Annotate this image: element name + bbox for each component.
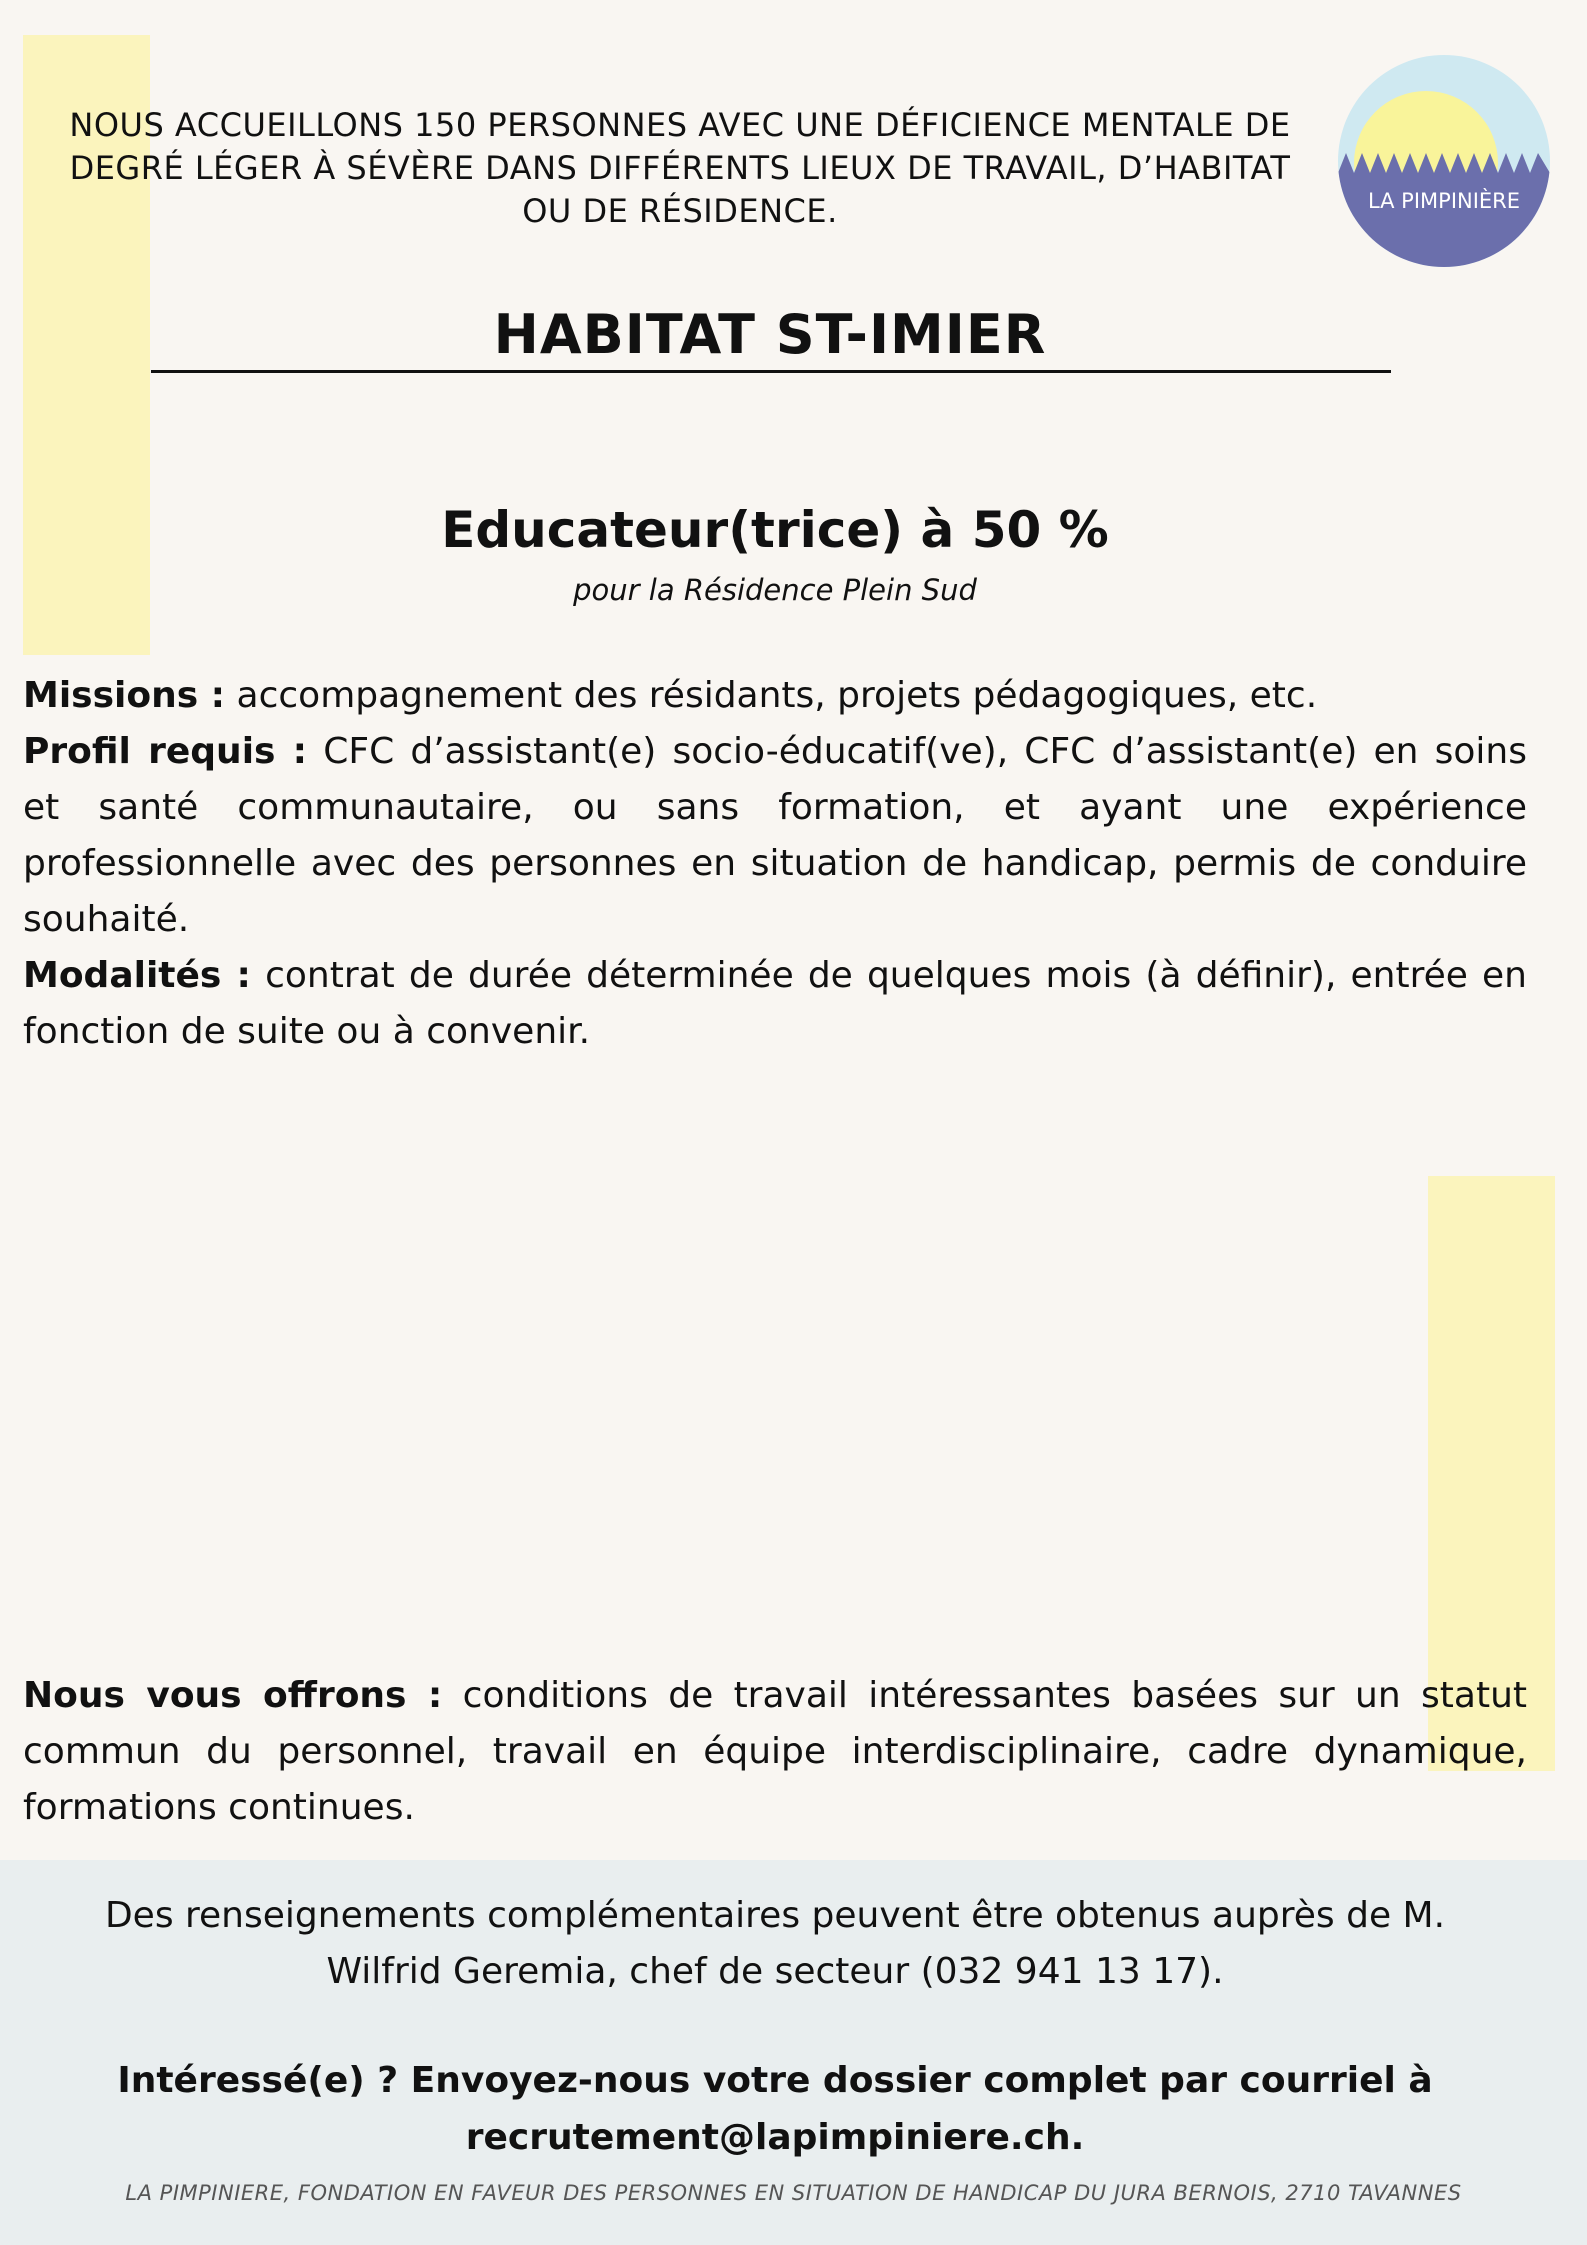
offer-text: conditions de travail intéressantes basées sur un statut commun du personnel, travail en équipe interdisciplinaire, cadre dynamique, formations continues. (23, 1675, 1528, 1828)
offer-paragraph (23, 1668, 1527, 1836)
job-subtitle: pour la Résidence Plein Sud (573, 573, 977, 607)
section-title: HABITAT ST-IMIER (493, 303, 1047, 366)
missions-paragraph (23, 668, 1527, 724)
application-call (60, 2052, 1490, 2166)
terms-label: Modalités : (23, 955, 251, 996)
missions-label: Missions : (23, 675, 226, 716)
contact-line-1: Des renseignements complémentaires peuvent être obtenus auprès de M. (104, 1895, 1446, 1936)
contact-info (60, 1888, 1490, 2000)
terms-paragraph (23, 948, 1527, 1060)
title-underline (151, 370, 1391, 373)
offer-label: Nous vous offrons : (23, 1675, 443, 1716)
profile-paragraph (23, 724, 1527, 948)
profile-label: Profil requis : (23, 731, 308, 772)
pimpiniere-logo (1338, 55, 1550, 267)
intro-statement: NOUS ACCUEILLONS 150 PERSONNES AVEC UNE DÉFICIENCE MENTALE DE DEGRÉ LÉGER À SÉVÈRE DANS DIFFÉRENTS LIEUX DE TRAVAIL, D’HABITAT OU DE RÉSIDENCE. (69, 106, 1291, 230)
missions-text: accompagnement des résidants, projets pédagogiques, etc. (225, 675, 1318, 716)
offer-section (23, 1668, 1527, 1836)
job-title: Educateur(trice) à 50 % (441, 501, 1109, 559)
job-details (23, 668, 1527, 1060)
apply-email[interactable]: recrutement@lapimpiniere.ch. (465, 2117, 1085, 2158)
terms-text: contrat de durée déterminée de quelques mois (à définir), entrée en fonction de suite ou à convenir. (23, 955, 1527, 1052)
profile-text: CFC d’assistant(e) socio-éducatif(ve), CFC d’assistant(e) en soins et santé communautaire, ou sans formation, et ayant une expérience professionnelle avec des personnes en situation de handicap, permis de conduire souhaité. (23, 731, 1527, 940)
contact-line-2: Wilfrid Geremia, chef de secteur (032 941 13 17). (326, 1951, 1224, 1992)
apply-line-1: Intéressé(e) ? Envoyez-nous votre dossier complet par courriel à (117, 2060, 1433, 2101)
logo-text: LA PIMPINIÈRE (1367, 189, 1521, 213)
footer-legal: LA PIMPINIERE, FONDATION EN FAVEUR DES PERSONNES EN SITUATION DE HANDICAP DU JURA BERNOIS, 2710 TAVANNES (125, 2181, 1462, 2205)
